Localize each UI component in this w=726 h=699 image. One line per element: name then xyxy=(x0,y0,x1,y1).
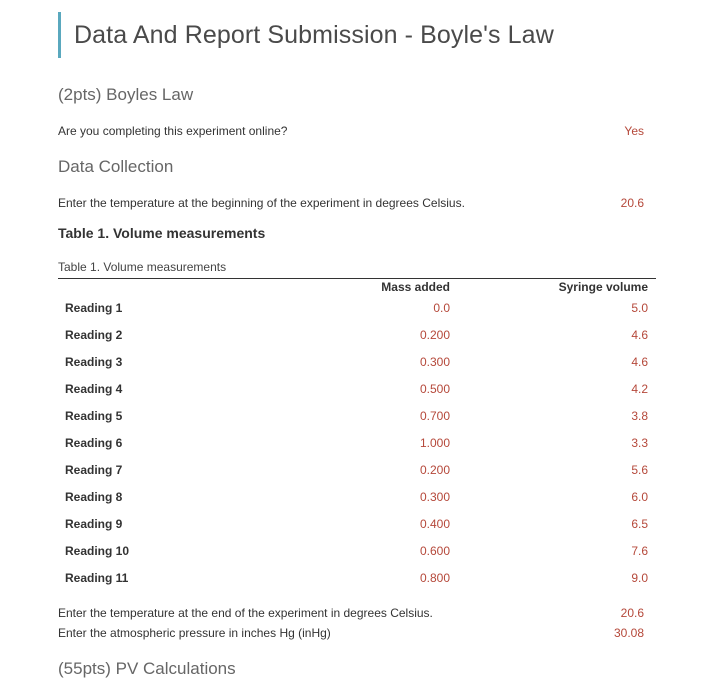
mass-value[interactable]: 0.400 xyxy=(419,517,450,531)
volume-value[interactable]: 5.0 xyxy=(631,301,648,315)
table-heading: Table 1. Volume measurements xyxy=(58,225,266,241)
mass-value[interactable]: 0.700 xyxy=(419,409,450,423)
col-header-volume: Syringe volume xyxy=(558,280,648,294)
volume-value[interactable]: 5.6 xyxy=(631,463,648,477)
table-row xyxy=(58,511,656,538)
reading-label: Reading 5 xyxy=(65,409,123,423)
pressure-value[interactable]: 30.08 xyxy=(613,626,644,640)
reading-label: Reading 6 xyxy=(65,436,123,450)
temp-end-row xyxy=(58,606,644,620)
reading-label: Reading 2 xyxy=(65,328,123,342)
table-row xyxy=(58,376,656,403)
reading-label: Reading 4 xyxy=(65,382,123,396)
temp-start-label: Enter the temperature at the beginning of the experiment in degrees Celsius. xyxy=(58,196,465,210)
section-title-data-collection: Data Collection xyxy=(58,157,174,176)
section-title-pv-calculations: (55pts) PV Calculations xyxy=(58,659,236,678)
online-question-label: Are you completing this experiment online? xyxy=(58,124,288,138)
mass-value[interactable]: 0.500 xyxy=(419,382,450,396)
volume-value[interactable]: 6.0 xyxy=(631,490,648,504)
volume-value[interactable]: 4.2 xyxy=(631,382,648,396)
volume-value[interactable]: 6.5 xyxy=(631,517,648,531)
table-body xyxy=(58,295,656,592)
volume-table xyxy=(58,278,656,592)
volume-value[interactable]: 3.3 xyxy=(631,436,648,450)
temp-end-label: Enter the temperature at the end of the experiment in degrees Celsius. xyxy=(58,606,433,620)
reading-label: Reading 1 xyxy=(65,301,123,315)
table-row xyxy=(58,538,656,565)
table-header-row xyxy=(58,279,656,295)
volume-value[interactable]: 9.0 xyxy=(631,571,648,585)
reading-label: Reading 11 xyxy=(65,571,129,585)
page-title: Data And Report Submission - Boyle's Law xyxy=(74,21,554,49)
col-header-mass: Mass added xyxy=(381,280,450,294)
pressure-label: Enter the atmospheric pressure in inches Hg (inHg) xyxy=(58,626,331,640)
page-header xyxy=(58,12,554,58)
temp-end-value[interactable]: 20.6 xyxy=(620,606,644,620)
mass-value[interactable]: 0.600 xyxy=(419,544,450,558)
volume-value[interactable]: 4.6 xyxy=(631,328,648,342)
table-caption: Table 1. Volume measurements xyxy=(58,260,227,274)
mass-value[interactable]: 0.200 xyxy=(419,463,450,477)
mass-value[interactable]: 0.300 xyxy=(419,490,450,504)
reading-label: Reading 3 xyxy=(65,355,123,369)
volume-value[interactable]: 7.6 xyxy=(631,544,648,558)
mass-value[interactable]: 1.000 xyxy=(419,436,450,450)
section-title-boyles-law: (2pts) Boyles Law xyxy=(58,85,194,104)
table-row xyxy=(58,430,656,457)
online-question-row xyxy=(58,124,644,138)
table-row xyxy=(58,295,656,322)
table-row xyxy=(58,349,656,376)
mass-value[interactable]: 0.800 xyxy=(419,571,450,585)
mass-value[interactable]: 0.300 xyxy=(419,355,450,369)
online-answer-value[interactable]: Yes xyxy=(624,124,644,138)
volume-value[interactable]: 3.8 xyxy=(631,409,648,423)
table-row xyxy=(58,403,656,430)
pressure-row xyxy=(58,626,644,640)
table-row xyxy=(58,322,656,349)
mass-value[interactable]: 0.200 xyxy=(419,328,450,342)
reading-label: Reading 7 xyxy=(65,463,123,477)
table-row xyxy=(58,484,656,511)
table-row xyxy=(58,457,656,484)
reading-label: Reading 9 xyxy=(65,517,123,531)
reading-label: Reading 8 xyxy=(65,490,123,504)
temp-start-value[interactable]: 20.6 xyxy=(620,196,644,210)
reading-label: Reading 10 xyxy=(65,544,130,558)
table-row xyxy=(58,565,656,592)
mass-value[interactable]: 0.0 xyxy=(433,301,450,315)
temp-start-row xyxy=(58,196,644,210)
volume-value[interactable]: 4.6 xyxy=(631,355,648,369)
